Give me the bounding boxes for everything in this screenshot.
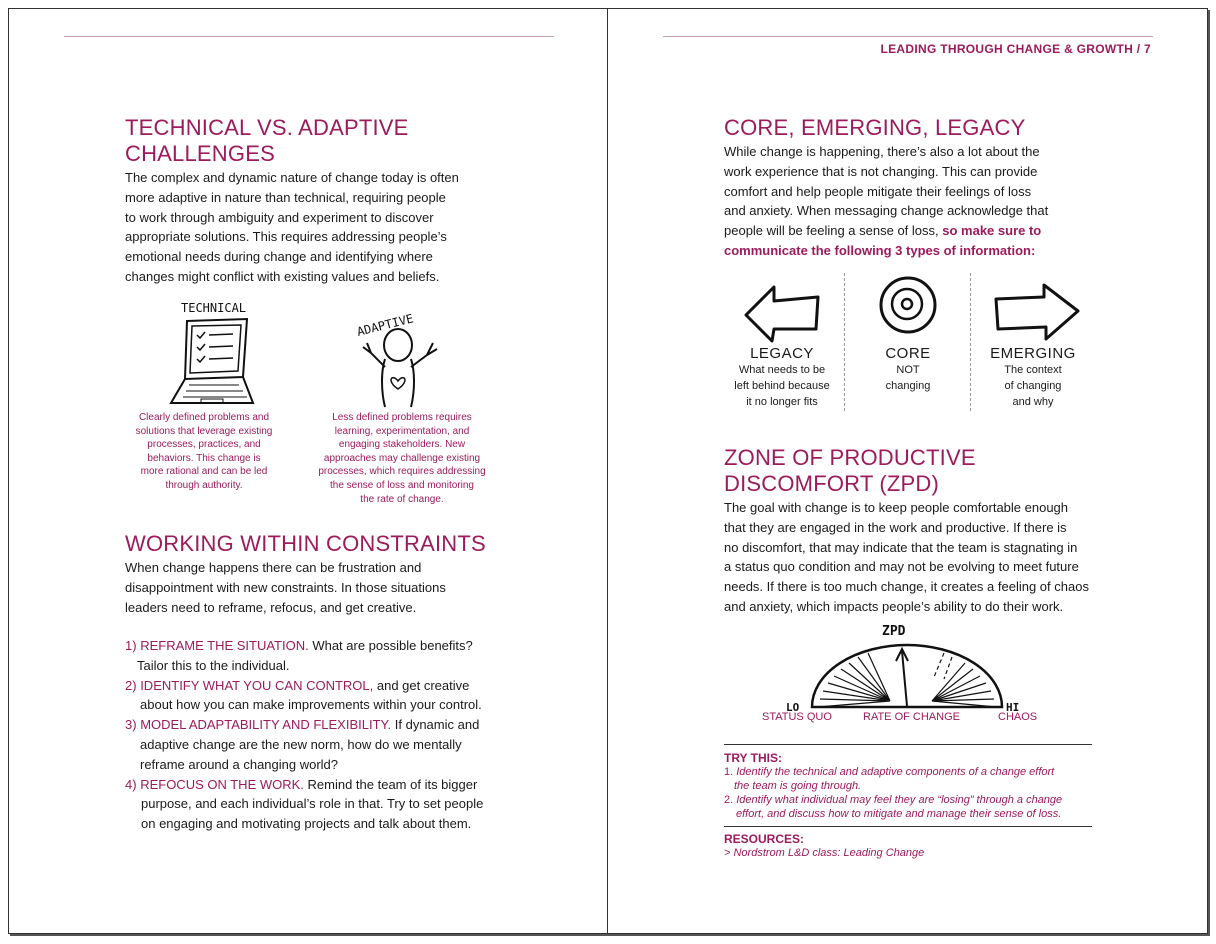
separator xyxy=(844,273,845,411)
desc-line: The context xyxy=(1004,364,1062,376)
desc-line: of changing xyxy=(1004,380,1062,392)
trio-desc xyxy=(858,362,958,394)
text-line: leaders need to reframe, refocus, and get creative. xyxy=(125,599,417,615)
gauge-rate-label: RATE OF CHANGE xyxy=(863,711,960,723)
item-text: Identify what individual may feel they are “losing” through a change xyxy=(736,794,1063,806)
item-text: adaptive change are the new norm, how do we mentally xyxy=(140,736,462,752)
title-line: ZONE OF PRODUCTIVE xyxy=(724,445,976,470)
caption-technical xyxy=(121,411,287,493)
person-icon xyxy=(347,301,447,409)
text-line: and anxiety, which impacts people’s ability to do their work. xyxy=(724,598,1064,614)
text-line: needs. If there is too much change, it creates a feeling of chaos xyxy=(724,579,1089,595)
item-lead: REFRAME THE SITUATION. xyxy=(140,638,309,653)
resources-box xyxy=(724,832,1094,860)
caption-line: learning, experimentation, and xyxy=(334,425,470,437)
trio-label: EMERGING xyxy=(990,345,1076,362)
left-arrow-icon xyxy=(742,281,822,343)
item-number: 4) xyxy=(125,776,137,792)
list-item xyxy=(125,715,565,774)
try-item xyxy=(724,793,1094,821)
desc-line: left behind because xyxy=(734,380,830,392)
divider xyxy=(724,826,1092,827)
item-text: What are possible benefits? xyxy=(308,638,473,653)
text-line: a status quo condition and may not be evolving to meet future xyxy=(724,559,1079,575)
try-title: TRY THIS: xyxy=(724,751,783,765)
legacy-block xyxy=(722,345,842,410)
item-number: 3) xyxy=(125,717,137,733)
caption-line: Clearly defined problems and xyxy=(138,412,270,423)
constraints-section xyxy=(125,531,545,617)
desc-line: What needs to be xyxy=(738,364,826,376)
caption-line: behaviors. This change is xyxy=(147,452,261,464)
trio-label: LEGACY xyxy=(750,345,814,362)
item-text: Remind the team of its bigger xyxy=(303,776,478,792)
caption-adaptive xyxy=(307,411,497,506)
caption-line: processes, which requires addressing xyxy=(318,466,486,478)
running-header: LEADING THROUGH CHANGE & GROWTH / 7 xyxy=(880,42,1151,56)
item-number: 2. xyxy=(724,794,734,806)
technical-paragraph xyxy=(125,168,525,287)
section-title: CORE, EMERGING, LEGACY xyxy=(724,115,1026,140)
resources-title: RESOURCES: xyxy=(724,832,805,846)
caption-line: Less defined problems requires xyxy=(332,412,472,423)
target-icon xyxy=(876,275,940,337)
item-lead: MODEL ADAPTABILITY AND FLEXIBILITY. xyxy=(140,717,392,733)
desc-line: changing xyxy=(885,380,931,392)
text-line: that they are engaged in the work and productive. If there is xyxy=(724,519,1067,535)
core-paragraph xyxy=(724,142,1144,261)
technical-section xyxy=(125,115,525,287)
item-text: on engaging and motivating projects and talk about them. xyxy=(141,816,472,832)
item-number: 1) xyxy=(125,638,137,653)
desc-line: it no longer fits xyxy=(746,396,818,408)
text-line: The complex and dynamic nature of change today is often xyxy=(125,170,459,185)
right-page xyxy=(608,8,1208,934)
item-lead: REFOCUS ON THE WORK. xyxy=(140,776,304,792)
zpd-paragraph xyxy=(724,498,1104,617)
top-rule xyxy=(663,36,1153,37)
illus-technical-label: TECHNICAL xyxy=(181,301,247,315)
text-line: and anxiety. When messaging change acknowledge that xyxy=(724,203,1049,219)
top-rule xyxy=(64,36,554,37)
page-shadow xyxy=(1208,10,1210,936)
laptop-icon xyxy=(159,299,259,407)
trio-desc xyxy=(722,362,842,410)
item-text: purpose, and each individual’s role in that. Try to set people xyxy=(141,796,484,812)
text-line: emotional needs during change and identifying where xyxy=(125,249,433,265)
gauge-lo-label: LO xyxy=(786,701,800,714)
gauge-hi-label: HI xyxy=(1006,701,1020,714)
desc-line: and why xyxy=(1012,396,1054,408)
illus-adaptive-label: ADAPTIVE xyxy=(355,311,415,339)
item-number: 1. xyxy=(724,766,734,778)
text-line: The goal with change is to keep people comfortable enough xyxy=(724,500,1069,515)
separator xyxy=(970,273,971,411)
page-shadow xyxy=(10,934,1210,936)
item-text: Tailor this to the individual. xyxy=(137,657,290,673)
title-line: CHALLENGES xyxy=(125,141,275,166)
gauge-status-quo-label: STATUS QUO xyxy=(762,711,832,723)
text-line: no discomfort, that may indicate that the team is stagnating in xyxy=(724,539,1078,555)
gauge-chaos-label: CHAOS xyxy=(998,711,1038,723)
resource-link[interactable]: > Nordstrom L&D class: Leading Change xyxy=(724,847,925,859)
item-text: and get creative xyxy=(373,677,470,693)
list-item xyxy=(125,775,565,834)
right-arrow-icon xyxy=(992,281,1082,343)
text-line: While change is happening, there’s also a lot about the xyxy=(724,144,1040,159)
caption-line: the sense of loss and monitoring xyxy=(330,479,474,491)
trio-label: CORE xyxy=(885,345,931,362)
core-section xyxy=(724,115,1144,261)
list-item xyxy=(125,636,565,676)
zpd-section xyxy=(724,445,1104,617)
section-title xyxy=(724,445,1104,497)
text-line: comfort and help people mitigate their feelings of loss xyxy=(724,183,1032,199)
core-block xyxy=(858,345,958,394)
gauge-zpd-label: ZPD xyxy=(882,624,906,639)
section-title: WORKING WITHIN CONSTRAINTS xyxy=(125,531,486,556)
text-line: people will be feeling a sense of loss, xyxy=(724,223,939,239)
caption-line: more rational and can be led xyxy=(140,466,268,478)
title-line: TECHNICAL VS. ADAPTIVE xyxy=(125,115,409,140)
text-line: appropriate solutions. This requires addressing people’s xyxy=(125,229,447,245)
item-text: effort, and discuss how to mitigate and manage their sense of loss. xyxy=(736,808,1062,820)
caption-line: solutions that leverage existing xyxy=(135,425,273,437)
divider xyxy=(724,744,1092,745)
constraints-paragraph xyxy=(125,558,545,617)
constraints-list xyxy=(125,636,565,834)
desc-line: NOT xyxy=(896,364,920,376)
caption-line: through authority. xyxy=(165,479,243,491)
item-lead: IDENTIFY WHAT YOU CAN CONTROL, xyxy=(140,677,374,693)
caption-line: approaches may challenge existing xyxy=(323,452,481,464)
zpd-gauge xyxy=(784,621,1034,717)
caption-line: processes, practices, and xyxy=(147,439,261,451)
text-line: When change happens there can be frustration and xyxy=(125,560,422,575)
text-line: changes might conflict with existing values and beliefs. xyxy=(125,268,440,284)
item-text: Identify the technical and adaptive components of a change effort xyxy=(736,766,1055,778)
trio-desc xyxy=(980,362,1086,410)
caption-line: the rate of change. xyxy=(360,493,444,505)
item-text: about how you can make improvements within your control. xyxy=(140,697,482,713)
title-line: DISCOMFORT (ZPD) xyxy=(724,471,940,496)
text-line: to work through ambiguity and experiment to discover xyxy=(125,209,434,225)
caption-line: engaging stakeholders. New xyxy=(338,439,466,451)
item-text: the team is going through. xyxy=(734,780,862,792)
item-text: reframe around a changing world? xyxy=(140,756,339,772)
section-title xyxy=(125,115,525,167)
item-number: 2) xyxy=(125,677,137,693)
emerging-block xyxy=(980,345,1086,410)
try-this-box xyxy=(724,751,1094,821)
emphasis-text: communicate the following 3 types of information: xyxy=(724,242,1036,258)
item-text: If dynamic and xyxy=(391,717,480,733)
text-line: work experience that is not changing. This can provide xyxy=(724,163,1038,179)
text-line: disappointment with new constraints. In those situations xyxy=(125,579,446,595)
list-item xyxy=(125,676,565,716)
try-item xyxy=(724,765,1094,793)
text-line: more adaptive in nature than technical, requiring people xyxy=(125,189,446,205)
emphasis-text: so make sure to xyxy=(938,223,1042,239)
left-page xyxy=(8,8,608,934)
